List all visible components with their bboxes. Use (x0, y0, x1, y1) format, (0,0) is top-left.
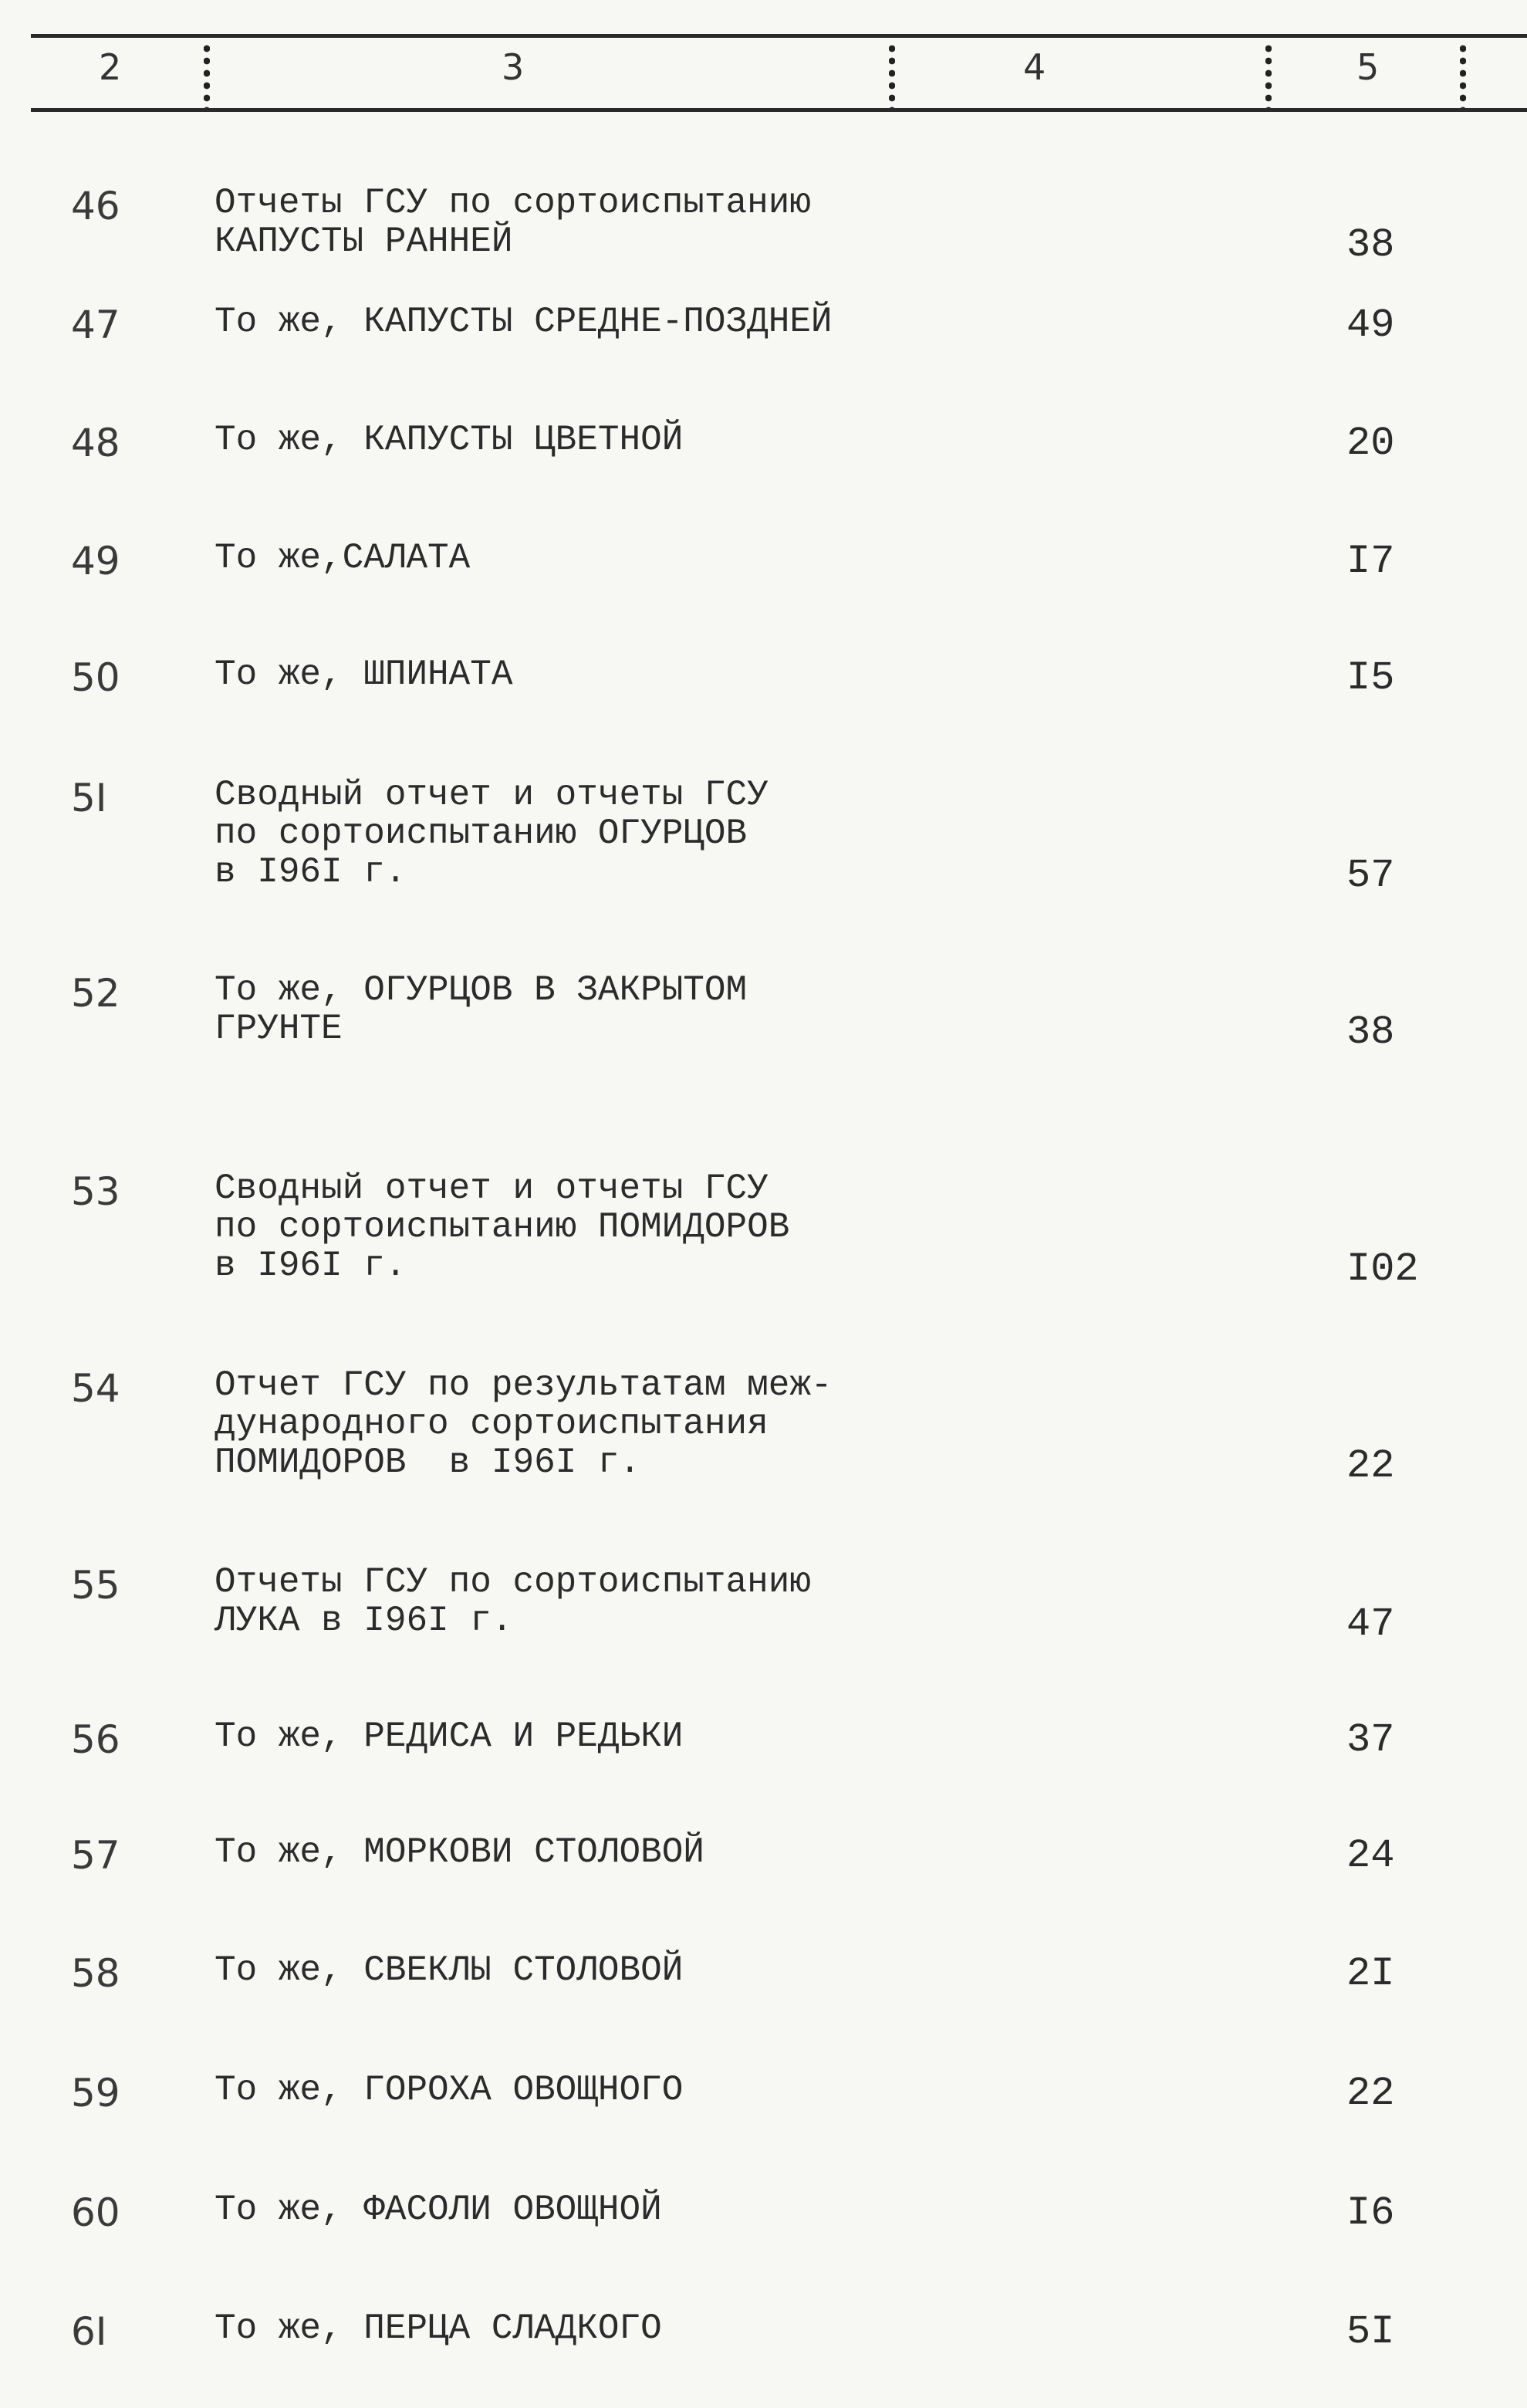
item-description: Отчет ГСУ по результатам меж- дународного сортоиспытания ПОМИДОРОВ в I96I г. (215, 1365, 833, 1483)
column-header-3: 3 (502, 46, 525, 88)
item-number: 53 (71, 1169, 120, 1214)
item-description: Отчеты ГСУ по сортоиспытанию ЛУКА в I96I г. (215, 1562, 811, 1641)
item-description: То же, МОРКОВИ СТОЛОВОЙ (215, 1832, 704, 1872)
item-description: Сводный отчет и отчеты ГСУ по сортоиспытанию ОГУРЦОВ в I96I г. (215, 775, 769, 892)
page-count: 38 (1346, 222, 1395, 268)
column-separator (889, 42, 895, 112)
page-count: 2I (1346, 1951, 1395, 1997)
page-count: 20 (1346, 421, 1395, 466)
page-count: I7 (1346, 539, 1395, 584)
item-number: 55 (71, 1563, 120, 1608)
item-description: То же, КАПУСТЫ ЦВЕТНОЙ (215, 420, 684, 460)
page-count: 37 (1346, 1717, 1395, 1763)
item-number: 54 (71, 1366, 120, 1411)
item-description: То же, КАПУСТЫ СРЕДНЕ-ПОЗДНЕЙ (215, 302, 833, 342)
page-count: 5I (1346, 2309, 1395, 2355)
item-description: То же,САЛАТА (215, 538, 471, 578)
page-count: I6 (1346, 2190, 1395, 2236)
page-count: I02 (1346, 1246, 1419, 1292)
page-count: 57 (1346, 853, 1395, 898)
header-rule-bottom (31, 108, 1527, 112)
item-number: 5I (71, 776, 107, 820)
column-header-4: 4 (1023, 46, 1046, 88)
item-number: 52 (71, 971, 120, 1016)
item-description: То же, ПЕРЦА СЛАДКОГО (215, 2308, 662, 2349)
item-description: То же, ФАСОЛИ ОВОЩНОЙ (215, 2190, 662, 2230)
item-number: 50 (71, 655, 120, 700)
item-number: 47 (71, 303, 120, 347)
column-separator (204, 42, 210, 112)
column-header-5: 5 (1356, 46, 1380, 88)
item-number: 6I (71, 2309, 107, 2354)
page-count: 22 (1346, 2071, 1395, 2116)
item-number: 57 (71, 1833, 120, 1878)
item-number: 46 (71, 184, 120, 228)
column-separator (1265, 42, 1272, 112)
item-description: То же, СВЕКЛЫ СТОЛОВОЙ (215, 1950, 684, 1990)
item-number: 49 (71, 539, 120, 583)
page-count: I5 (1346, 655, 1395, 701)
page-count: 24 (1346, 1833, 1395, 1879)
header-rule-top (31, 34, 1527, 38)
item-number: 59 (71, 2071, 120, 2115)
item-description: То же, ШПИНАТА (215, 654, 513, 695)
page-count: 49 (1346, 303, 1395, 348)
page-count: 47 (1346, 1601, 1395, 1647)
item-number: 60 (71, 2190, 120, 2235)
item-number: 58 (71, 1951, 120, 1996)
column-separator (1460, 42, 1466, 112)
column-header-2: 2 (99, 46, 122, 88)
page-count: 22 (1346, 1443, 1395, 1489)
item-description: Отчеты ГСУ по сортоиспытанию КАПУСТЫ РАННЕЙ (215, 183, 811, 262)
item-number: 56 (71, 1717, 120, 1762)
item-description: То же, ОГУРЦОВ В ЗАКРЫТОМ ГРУНТЕ (215, 970, 748, 1049)
page-count: 38 (1346, 1010, 1395, 1055)
item-description: Сводный отчет и отчеты ГСУ по сортоиспытанию ПОМИДОРОВ в I96I г. (215, 1168, 790, 1286)
item-description: То же, РЕДИСА И РЕДЬКИ (215, 1716, 684, 1757)
item-description: То же, ГОРОХА ОВОЩНОГО (215, 2070, 684, 2110)
item-number: 48 (71, 421, 120, 465)
